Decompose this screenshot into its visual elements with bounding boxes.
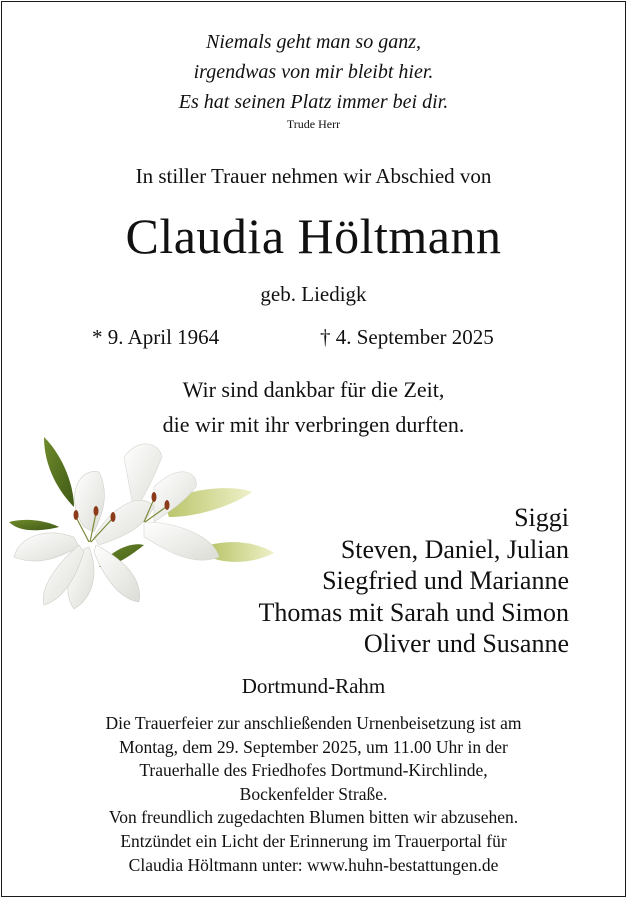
location: Dortmund-Rahm bbox=[241, 674, 386, 698]
details-line: Entzündet ein Licht der Erinnerung im Trauerportal für bbox=[120, 830, 507, 851]
maiden-name: geb. Liedigk bbox=[260, 282, 367, 306]
thanks-line: Wir sind dankbar für die Zeit, bbox=[182, 377, 445, 402]
death-date: † 4. September 2025 bbox=[320, 325, 494, 349]
family-member: Siggi bbox=[514, 503, 569, 532]
ceremony-details bbox=[2, 712, 625, 877]
deceased-name: Claudia Höltmann bbox=[125, 208, 502, 264]
family-member: Steven, Daniel, Julian bbox=[340, 534, 569, 564]
quote-line: irgendwas von mir bleibt hier. bbox=[193, 61, 434, 83]
family-member: Thomas mit Sarah und Simon bbox=[258, 597, 569, 627]
birth-date: * 9. April 1964 bbox=[92, 325, 220, 349]
obituary-card bbox=[1, 1, 626, 897]
family-member: Oliver und Susanne bbox=[363, 629, 569, 658]
details-line: Die Trauerfeier zur anschließenden Urnenbeisetzung ist am bbox=[105, 713, 522, 733]
details-line: Von freundlich zugedachten Blumen bitten wir abzusehen. bbox=[108, 807, 519, 828]
intro-text: In stiller Trauer nehmen wir Abschied von bbox=[135, 164, 492, 188]
quote-line: Es hat seinen Platz immer bei dir. bbox=[178, 91, 449, 113]
quote-author: Trude Herr bbox=[286, 117, 341, 131]
details-line: Montag, dem 29. September 2025, um 11.00 Uhr in der bbox=[119, 736, 508, 757]
lily-flower-image bbox=[4, 427, 284, 627]
quote bbox=[2, 27, 625, 117]
family-list bbox=[258, 502, 569, 660]
thanks-line: die wir mit ihr verbringen durften. bbox=[162, 412, 465, 437]
details-line: Claudia Höltmann unter: www.huhn-bestattungen.de bbox=[128, 854, 499, 875]
details-line: Trauerhalle des Friedhofes Dortmund-Kirchlinde, bbox=[139, 760, 488, 781]
quote-line: Niemals geht man so ganz, bbox=[206, 31, 421, 53]
details-line: Bockenfelder Straße. bbox=[239, 783, 388, 804]
family-member: Siegfried und Marianne bbox=[322, 566, 569, 595]
